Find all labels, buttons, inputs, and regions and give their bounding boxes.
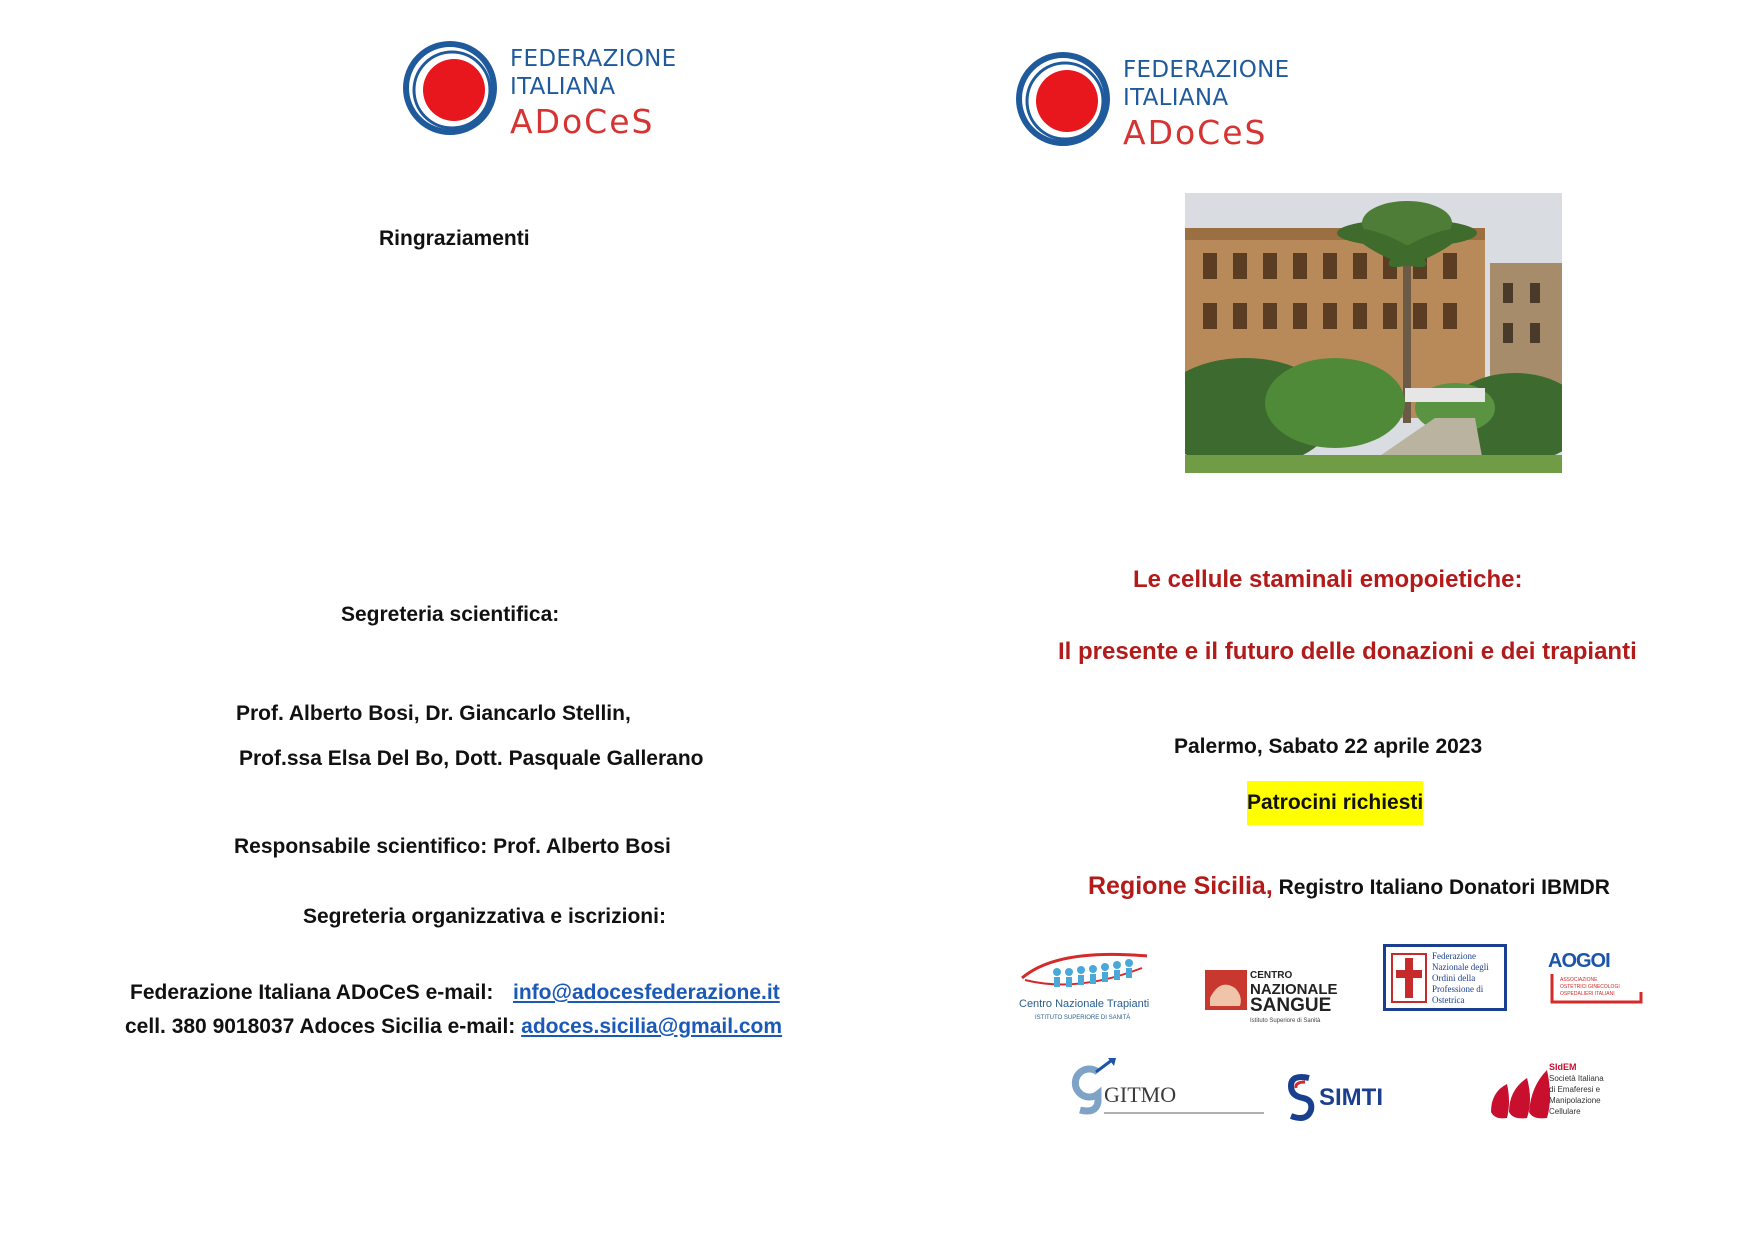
patrocini-badge: Patrocini richiesti	[1247, 781, 1423, 825]
adoces-circle-icon	[1013, 51, 1117, 151]
adoces-circle-icon	[400, 40, 504, 140]
cnt-people-icon	[1017, 948, 1152, 998]
ringraziamenti-heading: Ringraziamenti	[379, 227, 530, 250]
logo-line-adoces: ADoCeS	[510, 102, 655, 141]
logo-line-italiana: ITALIANA	[510, 74, 616, 100]
adoces-logo-left	[400, 40, 677, 150]
contact-row-1	[130, 981, 780, 1005]
patrocinio-row	[1088, 872, 1610, 901]
gitmo-underline	[1104, 1112, 1264, 1114]
fnopo-line2: Nazionale degli	[1432, 962, 1489, 972]
cnt-name: Centro Nazionale Trapianti	[1019, 998, 1150, 1010]
sidem-drops-icon	[1487, 1062, 1555, 1122]
cns-line2: NAZIONALE	[1250, 981, 1338, 998]
sidem-line4: Cellulare	[1549, 1107, 1581, 1116]
simti-name: SIMTI	[1319, 1084, 1383, 1111]
cns-drop-icon	[1205, 968, 1247, 1013]
email-link-sicilia[interactable]: adoces.sicilia@gmail.com	[521, 1015, 783, 1038]
aogoi-sub3: OSPEDALIERI ITALIANI	[1560, 991, 1615, 997]
members-line-1: Prof. Alberto Bosi, Dr. Giancarlo Stellin,	[236, 702, 631, 725]
event-title-line-2: Il presente e il futuro delle donazioni e dei trapianti	[1058, 638, 1637, 665]
contact-1-label: Federazione Italiana ADoCeS e-mail:	[130, 981, 494, 1004]
cns-line3: SANGUE	[1250, 995, 1332, 1016]
responsabile-scientifico: Responsabile scientifico: Prof. Alberto Bosi	[234, 835, 671, 858]
event-title-line-1: Le cellule staminali emopoietiche:	[1133, 566, 1523, 593]
fnopo-emblem-icon	[1390, 950, 1428, 1006]
fnopo-logo	[1383, 944, 1507, 1011]
sidem-line2: di Emaferesi e	[1549, 1085, 1601, 1094]
aogoi-logo	[1548, 950, 1643, 1008]
fnopo-line3: Ordini della	[1432, 973, 1476, 983]
segreteria-scientifica-heading: Segreteria scientifica:	[341, 603, 560, 626]
contact-2-label: cell. 380 9018037 Adoces Sicilia e-mail:	[125, 1015, 516, 1038]
fnopo-line1: Federazione	[1432, 951, 1476, 961]
gitmo-logo	[1068, 1058, 1268, 1118]
sidem-name: SIdEM	[1549, 1062, 1577, 1072]
logo-line-adoces: ADoCeS	[1123, 113, 1268, 152]
palace-photo	[1185, 193, 1562, 473]
logo-line-italiana: ITALIANA	[1123, 85, 1229, 111]
cnt-logo	[1017, 948, 1152, 1028]
gitmo-name: GITMO	[1104, 1082, 1177, 1107]
simti-s-icon	[1285, 1072, 1317, 1124]
aogoi-name: AOGOI	[1548, 950, 1610, 972]
segreteria-organizzativa-heading: Segreteria organizzativa e iscrizioni:	[303, 905, 666, 928]
regione-sicilia: Regione Sicilia,	[1088, 872, 1273, 900]
cns-line1: CENTRO	[1250, 970, 1293, 981]
event-date: Palermo, Sabato 22 aprile 2023	[1174, 735, 1483, 758]
aogoi-sub1: ASSOCIAZIONE	[1560, 977, 1598, 983]
email-link-federazione[interactable]: info@adocesfederazione.it	[513, 981, 780, 1004]
logo-line-federazione: FEDERAZIONE	[1123, 57, 1290, 83]
logo-line-federazione: FEDERAZIONE	[510, 46, 677, 72]
registro-ibmdr: Registro Italiano Donatori IBMDR	[1278, 876, 1610, 899]
simti-logo	[1285, 1072, 1395, 1124]
cnt-sub: ISTITUTO SUPERIORE DI SANITÀ	[1035, 1015, 1131, 1021]
sidem-logo	[1487, 1062, 1607, 1126]
sidem-line1: Società Italiana	[1549, 1074, 1604, 1083]
sidem-line3: Manipolazione	[1549, 1096, 1601, 1105]
fnopo-line4: Professione di	[1432, 984, 1484, 994]
cns-sub: Istituto Superiore di Sanità	[1250, 1018, 1321, 1024]
aogoi-sub2: OSTETRICI GINECOLOGI	[1560, 984, 1620, 990]
contact-row-2	[125, 1015, 782, 1039]
adoces-logo-right	[1013, 51, 1290, 161]
cns-logo	[1205, 968, 1340, 1033]
members-line-2: Prof.ssa Elsa Del Bo, Dott. Pasquale Gallerano	[239, 747, 704, 770]
fnopo-line5: Ostetrica	[1432, 995, 1465, 1005]
